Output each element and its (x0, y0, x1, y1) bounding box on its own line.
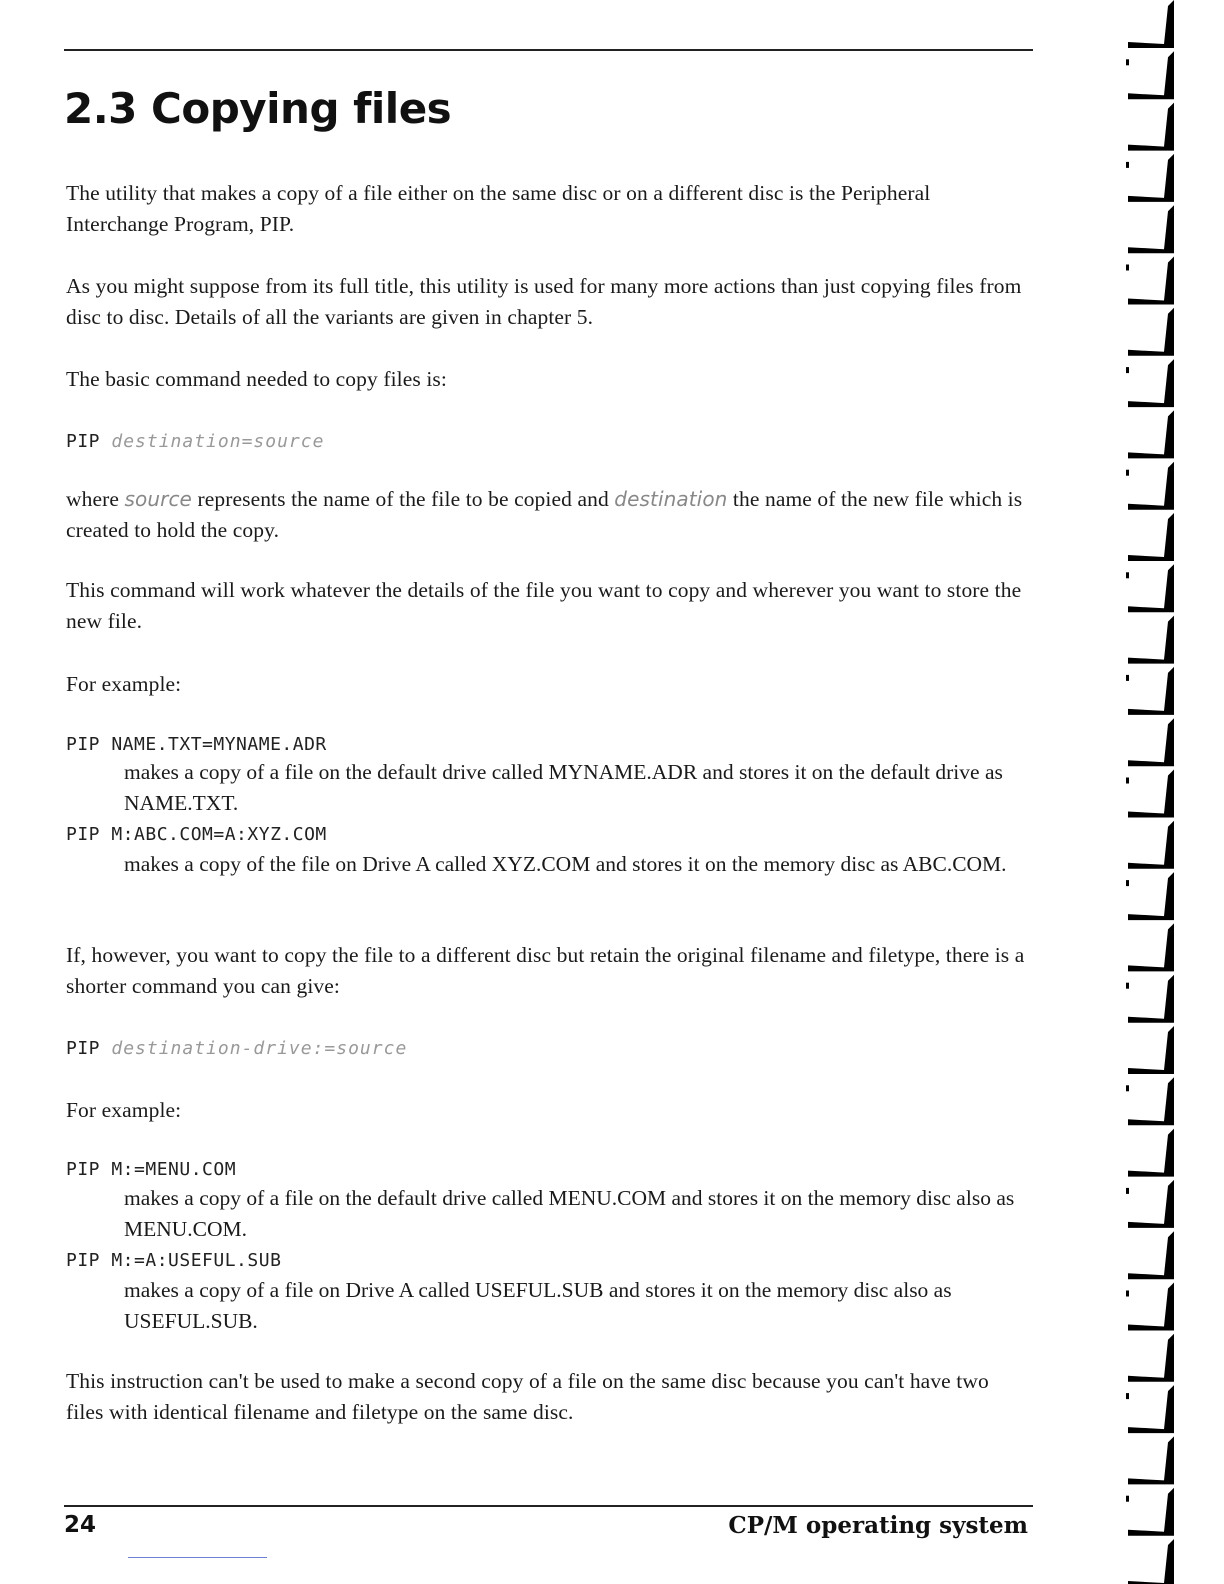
tab-tick (1126, 1393, 1129, 1399)
thumb-tab (1128, 1077, 1174, 1125)
where-start: where (66, 487, 125, 511)
syntax-basic (66, 431, 324, 452)
thumb-tab (1128, 1283, 1174, 1331)
thumb-tab (1128, 1334, 1174, 1382)
tab-tick (1126, 162, 1129, 168)
example-command: PIP M:=A:USEFUL.SUB (66, 1250, 282, 1271)
thumb-tab (1128, 667, 1174, 715)
thumb-tab (1128, 564, 1174, 612)
where-end: the name of the new file which is created to hold the copy. (66, 487, 1023, 542)
syntax-short (66, 1038, 407, 1059)
example-command: PIP M:ABC.COM=A:XYZ.COM (66, 824, 327, 845)
syntax-basic-arg: destination=source (111, 431, 325, 452)
where-destination: destination (614, 487, 728, 511)
example-description: makes a copy of a file on the default drive called MYNAME.ADR and stores it on the default drive as NAME.TXT. (124, 760, 1003, 815)
example-description: makes a copy of the file on Drive A called XYZ.COM and stores it on the memory disc as ABC.COM. (124, 852, 1007, 876)
thumb-index-tabs (1112, 0, 1224, 1584)
thumb-tab (1128, 308, 1174, 356)
where-source: source (124, 487, 192, 511)
thumb-tab (1128, 616, 1174, 664)
footer-underline (128, 1557, 267, 1558)
tab-tick (1126, 1085, 1129, 1091)
thumb-tab (1128, 1488, 1174, 1536)
tab-tick (1126, 983, 1129, 989)
tab-tick (1126, 572, 1129, 578)
paragraph-limitation: This instruction can't be used to make a second copy of a file on the same disc because you can't have two files with identical filename and filetype on the same disc. (66, 1369, 989, 1424)
paragraph-however: If, however, you want to copy the file to a different disc but retain the original filename and filetype, there is a shorter command you can give: (66, 943, 1025, 998)
page-number: 24 (64, 1512, 97, 1538)
thumb-tab (1128, 51, 1174, 99)
tab-tick (1126, 1188, 1129, 1194)
tab-tick (1126, 1291, 1129, 1297)
syntax-short-cmd: PIP (66, 1038, 112, 1059)
thumb-tab (1128, 462, 1174, 510)
tab-tick (1126, 265, 1129, 271)
thumb-tab (1128, 1180, 1174, 1228)
thumb-tab (1128, 770, 1174, 818)
thumb-tab (1128, 0, 1174, 48)
thumb-tab (1128, 1436, 1174, 1484)
tab-tick (1126, 470, 1129, 476)
footer-title: CP/M operating system (728, 1512, 1028, 1539)
paragraph-pip-title: As you might suppose from its full title, this utility is used for many more actions than just copying files from disc to disc. Details of all the variants are given in chapter 5. (66, 274, 1022, 329)
paragraph-whatever: This command will work whatever the details of the file you want to copy and wherever you want to store the new file. (66, 578, 1022, 633)
thumb-tab (1128, 718, 1174, 766)
thumb-tab (1128, 1385, 1174, 1433)
paragraph-basic-command: The basic command needed to copy files is: (66, 367, 447, 391)
paragraph-for-example-1: For example: (66, 672, 182, 696)
syntax-basic-cmd: PIP (66, 431, 112, 452)
thumb-tab (1128, 1026, 1174, 1074)
thumb-tab (1128, 1231, 1174, 1279)
example-command: PIP NAME.TXT=MYNAME.ADR (66, 734, 327, 755)
syntax-short-arg: destination-drive:=source (111, 1038, 408, 1059)
tab-tick (1126, 1496, 1129, 1502)
tab-tick (1126, 880, 1129, 886)
thumb-tab (1128, 1539, 1174, 1584)
example-command: PIP M:=MENU.COM (66, 1159, 237, 1180)
thumb-tab (1128, 103, 1174, 151)
thumb-tab (1128, 821, 1174, 869)
top-rule (64, 49, 1033, 51)
where-mid: represents the name of the file to be copied and (191, 487, 615, 511)
tab-tick (1126, 675, 1129, 681)
thumb-tab (1128, 154, 1174, 202)
tab-tick (1126, 367, 1129, 373)
thumb-tab (1128, 205, 1174, 253)
paragraph-intro: The utility that makes a copy of a file either on the same disc or on a different disc is the Peripheral Interchange Program, PIP. (66, 181, 931, 236)
example-description: makes a copy of a file on the default drive called MENU.COM and stores it on the memory disc also as MENU.COM. (124, 1186, 1015, 1241)
page-title: 2.3 Copying files (64, 84, 452, 133)
thumb-tab (1128, 1129, 1174, 1177)
bottom-rule (64, 1505, 1033, 1507)
thumb-tab (1128, 410, 1174, 458)
thumb-tab (1128, 359, 1174, 407)
paragraph-where (66, 484, 1030, 546)
thumb-tab (1128, 872, 1174, 920)
thumb-tab (1128, 975, 1174, 1023)
example-description: makes a copy of a file on Drive A called USEFUL.SUB and stores it on the memory disc also as USEFUL.SUB. (124, 1278, 952, 1333)
paragraph-for-example-2: For example: (66, 1098, 182, 1122)
tab-tick (1126, 59, 1129, 65)
thumb-tab (1128, 513, 1174, 561)
thumb-tab (1128, 923, 1174, 971)
thumb-tab (1128, 257, 1174, 305)
tab-tick (1126, 778, 1129, 784)
